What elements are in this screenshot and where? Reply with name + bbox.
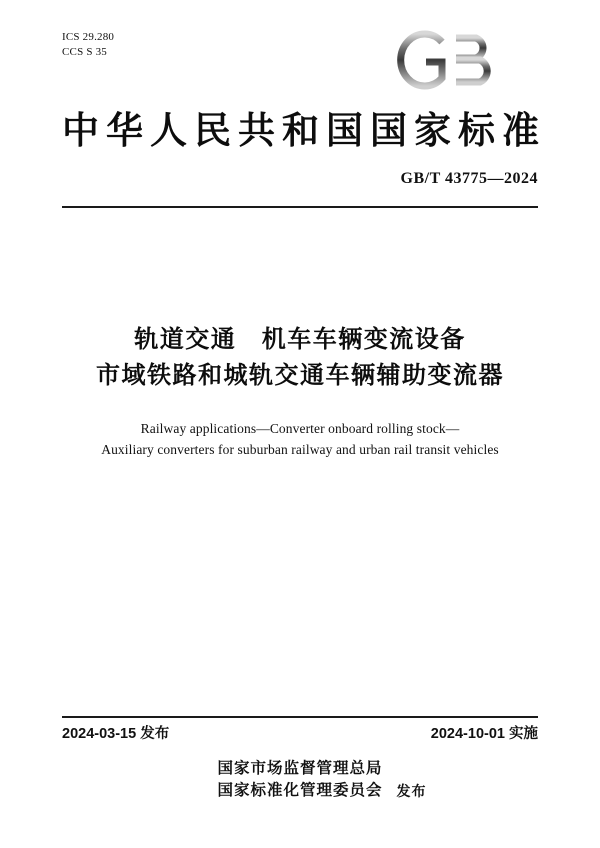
title-en-line-1: Railway applications—Converter onboard rolling stock— (140, 421, 460, 436)
classification-codes (62, 30, 114, 60)
national-standard-title: 中华人民共和国国家标准 (62, 110, 546, 151)
issuer-line-2: 国家标准化管理委员会 (217, 782, 383, 799)
issuing-authority-block (0, 758, 600, 802)
ics-code: ICS 29.280 (62, 31, 115, 43)
title-cn-line-1: 轨道交通 机车车辆变流设备 (134, 326, 466, 353)
standard-title-block (50, 322, 550, 460)
issue-verb: 发布 (396, 783, 427, 799)
date-row (62, 722, 538, 744)
implementation-date: 2024-10-01 实施 (430, 726, 538, 742)
title-cn-line-2: 市域铁路和城轨交通车辆辅助变流器 (96, 362, 504, 389)
divider-top (62, 206, 538, 208)
divider-bottom (62, 716, 538, 718)
document-header (62, 30, 538, 92)
standard-number: GB/T 43775—2024 (400, 170, 538, 187)
ccs-code: CCS S 35 (62, 46, 108, 58)
gb-emblem-icon (390, 26, 510, 92)
issuer-line-1: 国家市场监督管理总局 (217, 760, 383, 777)
title-en-line-2: Auxiliary converters for suburban railway and urban rail transit vehicles (101, 442, 499, 457)
release-date: 2024-03-15 发布 (62, 726, 170, 742)
title-en-block (50, 418, 550, 460)
